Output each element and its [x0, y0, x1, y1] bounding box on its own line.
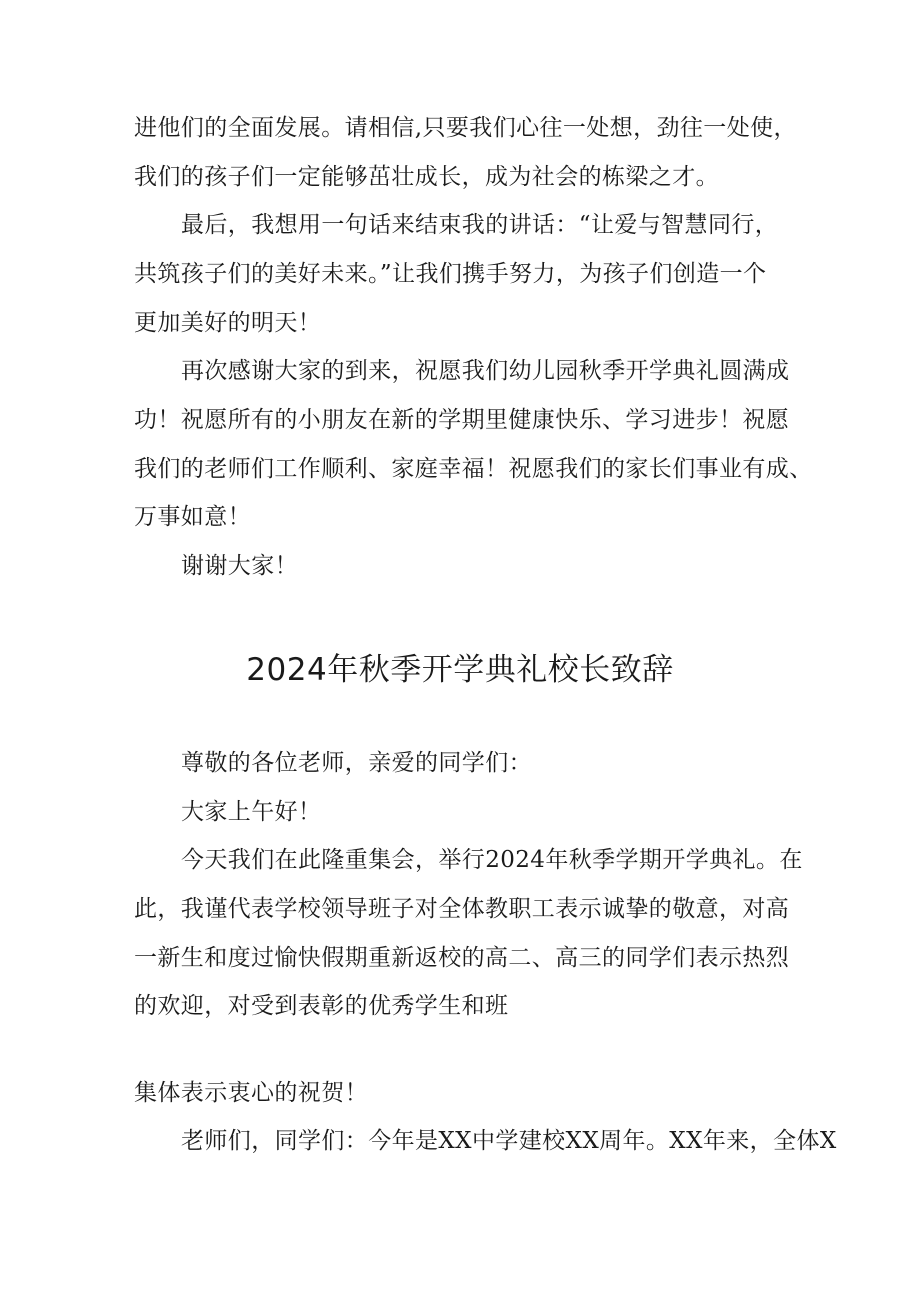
paragraph-line: 我们的孩子们一定能够茁壮成长，成为社会的栋梁之才。 [134, 164, 719, 190]
paragraph-line: 此，我谨代表学校领导班子对全体教职工表示诚挚的敬意，对高 [134, 896, 790, 922]
document-title: 2024年秋季开学典礼校长致辞 [246, 652, 674, 688]
paragraph-line: 万事如意！ [134, 504, 251, 530]
paragraph-line: 老师们，同学们：今年是XX中学建校XX周年。XX年来，全体X [181, 1128, 837, 1154]
paragraph-line: 共筑孩子们的美好未来。”让我们携手努力，为孩子们创造一个 [134, 261, 767, 287]
paragraph-line: 更加美好的明天！ [134, 310, 322, 336]
paragraph-line: 我们的老师们工作顺利、家庭幸福！祝愿我们的家长们事业有成、 [134, 456, 813, 482]
salutation-line: 尊敬的各位老师，亲爱的同学们： [181, 750, 532, 776]
paragraph-line: 最后，我想用一句话来结束我的讲话：“让爱与智慧同行， [181, 212, 779, 238]
paragraph-line: 集体表示衷心的祝贺！ [134, 1080, 368, 1106]
paragraph-line: 谢谢大家！ [181, 553, 298, 579]
paragraph-line: 功！祝愿所有的小朋友在新的学期里健康快乐、学习进步！祝愿 [134, 407, 790, 433]
paragraph-line: 一新生和度过愉快假期重新返校的高二、高三的同学们表示热烈 [134, 945, 790, 971]
paragraph-line: 再次感谢大家的到来，祝愿我们幼儿园秋季开学典礼圆满成 [181, 358, 790, 384]
paragraph-line: 进他们的全面发展。请相信,只要我们心往一处想，劲往一处使， [134, 115, 797, 141]
greeting-line: 大家上午好！ [181, 799, 322, 825]
paragraph-line: 的欢迎，对受到表彰的优秀学生和班 [134, 993, 509, 1019]
paragraph-line: 今天我们在此隆重集会，举行2024年秋季学期开学典礼。在 [181, 847, 803, 873]
